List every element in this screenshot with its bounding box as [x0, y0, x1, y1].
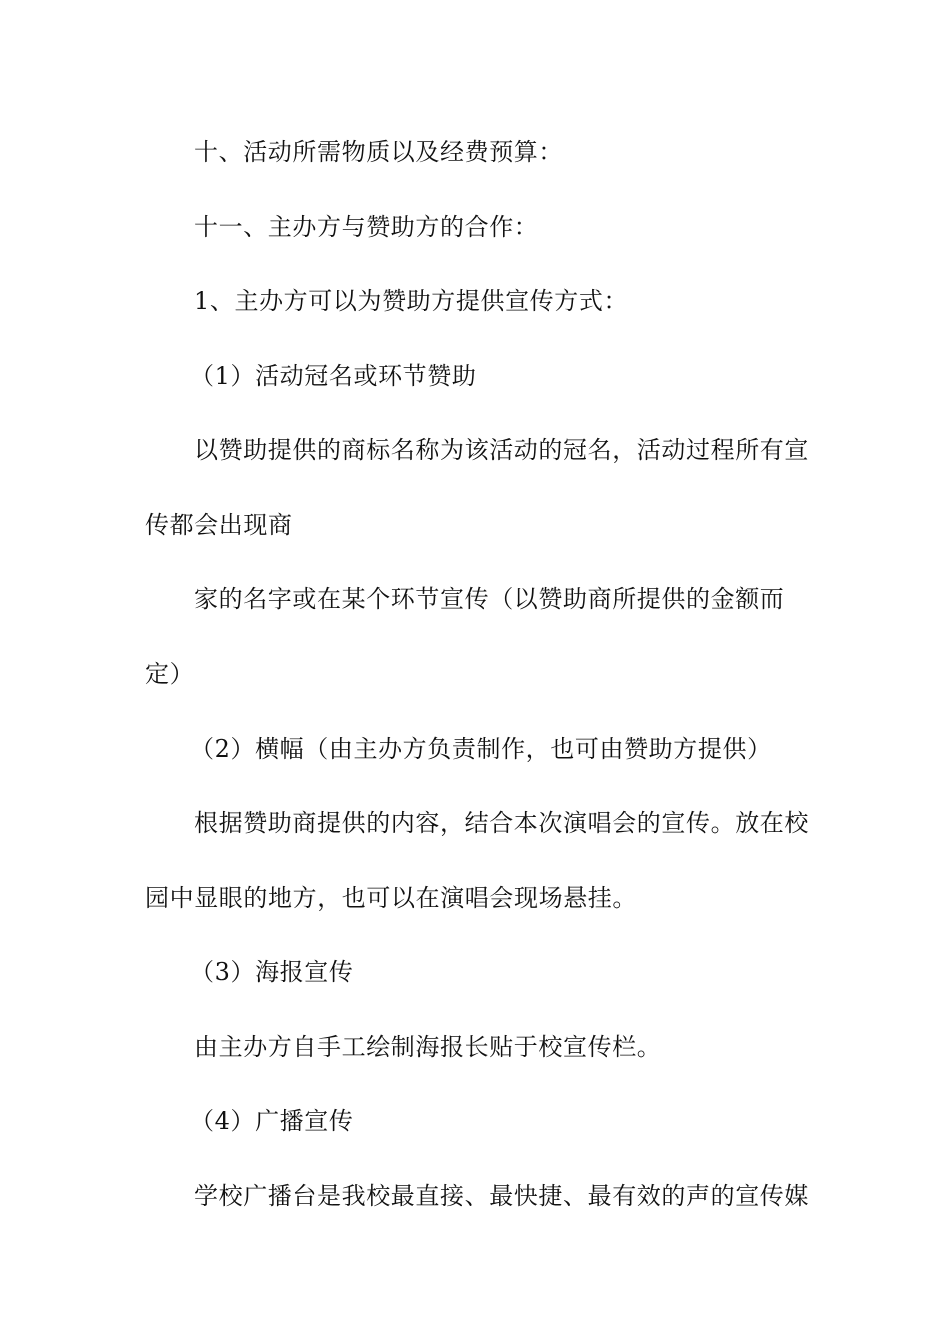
paragraph-line: 由主办方自手工绘制海报长贴于校宣传栏。	[194, 1033, 662, 1061]
paragraph-line: 学校广播台是我校最直接、最快捷、最有效的声的宣传媒	[194, 1182, 809, 1210]
paragraph-line: 定）	[145, 660, 195, 688]
item-3-heading: （3）海报宣传	[190, 958, 354, 986]
section-heading-10: 十、活动所需物质以及经费预算：	[194, 138, 563, 166]
item-1-heading: （1）活动冠名或环节赞助	[190, 362, 477, 390]
item-4-heading: （4）广播宣传	[190, 1107, 354, 1135]
paragraph-line: 传都会出现商	[145, 511, 293, 539]
subheading-1: 1、主办方可以为赞助方提供宣传方式：	[194, 287, 629, 315]
paragraph-line: 根据赞助商提供的内容，结合本次演唱会的宣传。放在校	[194, 809, 809, 837]
paragraph-line: 以赞助提供的商标名称为该活动的冠名，活动过程所有宣	[194, 436, 809, 464]
paragraph-line: 家的名字或在某个环节宣传（以赞助商所提供的金额而	[194, 585, 785, 613]
section-heading-11: 十一、主办方与赞助方的合作：	[194, 213, 539, 241]
paragraph-line: 园中显眼的地方，也可以在演唱会现场悬挂。	[145, 884, 637, 912]
item-2-heading: （2）横幅（由主办方负责制作，也可由赞助方提供）	[190, 735, 772, 763]
